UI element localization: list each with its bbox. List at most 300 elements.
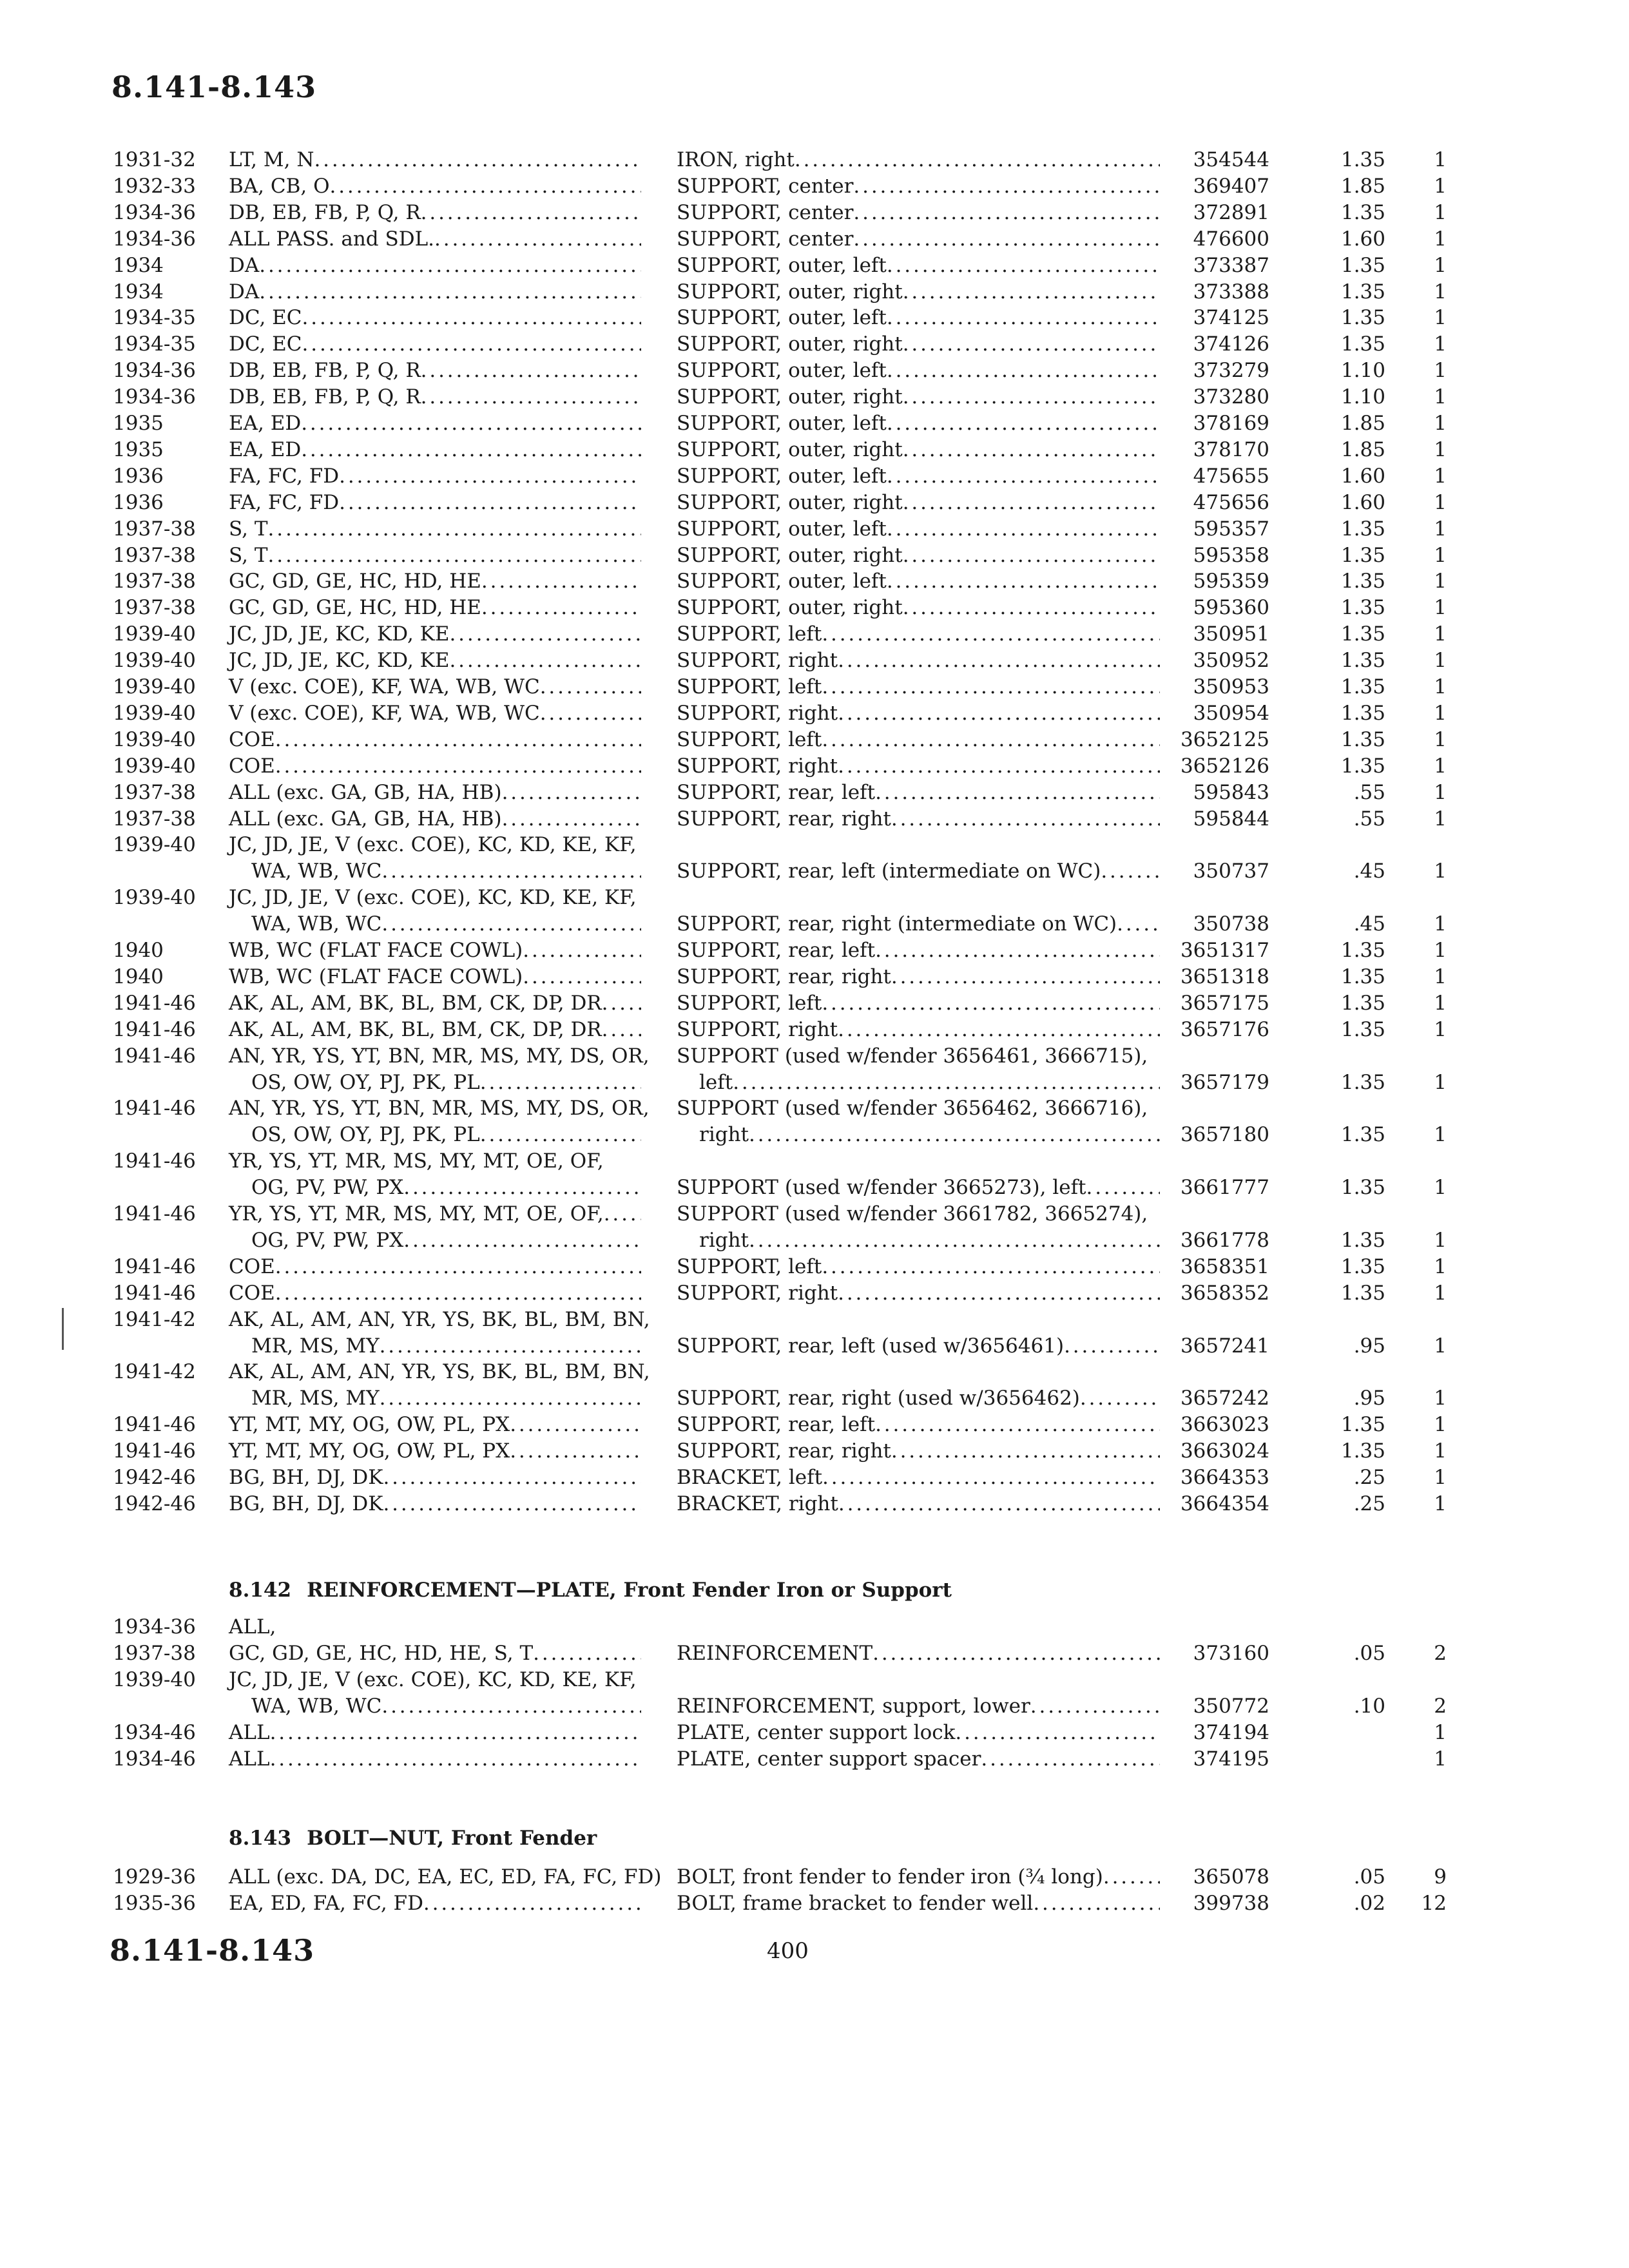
model-codes xyxy=(251,911,641,937)
part-description-text: right xyxy=(699,1228,749,1252)
table-row xyxy=(0,1385,1629,1411)
model-codes xyxy=(229,1254,641,1280)
dot-leader xyxy=(887,568,1160,594)
year-range: 1941-46 xyxy=(113,1281,196,1305)
model-codes-text: COE xyxy=(229,754,275,778)
part-number: 476600 xyxy=(1193,227,1269,251)
part-description-text: SUPPORT, rear, right xyxy=(677,965,891,988)
quantity: 1 xyxy=(1434,306,1447,330)
model-codes-text: V (exc. COE), KF, WA, WB, WC xyxy=(229,701,540,725)
table-row xyxy=(0,1070,1629,1095)
table-row xyxy=(0,1254,1629,1280)
model-codes xyxy=(229,305,641,331)
model-codes-text: DC, EC xyxy=(229,332,302,356)
part-number: 3663023 xyxy=(1180,1413,1269,1437)
part-description-text: SUPPORT, right xyxy=(677,649,838,673)
model-codes xyxy=(229,1746,641,1772)
list-price: 1.35 xyxy=(1340,1281,1385,1305)
list-price: 1.35 xyxy=(1340,280,1385,303)
year-range: 1939-40 xyxy=(113,675,196,698)
model-codes xyxy=(229,1438,641,1464)
table-row xyxy=(0,358,1629,383)
year-range: 1936 xyxy=(113,490,164,514)
quantity: 1 xyxy=(1434,1254,1447,1278)
quantity: 1 xyxy=(1434,1413,1447,1437)
table-row xyxy=(0,1438,1629,1464)
year-range: 1934-36 xyxy=(113,1615,196,1639)
dot-leader xyxy=(380,1385,641,1411)
model-codes-text: MR, MS, MY xyxy=(251,1334,380,1358)
model-codes-text: JC, JD, JE, KC, KD, KE xyxy=(229,622,450,646)
part-number: 3657176 xyxy=(1180,1017,1269,1041)
list-price: .25 xyxy=(1353,1466,1385,1489)
quantity: 1 xyxy=(1434,701,1447,725)
dot-leader xyxy=(838,753,1160,779)
year-range: 1941-42 xyxy=(113,1360,196,1384)
part-description-text: SUPPORT, rear, left xyxy=(677,1413,876,1437)
part-number: 3664353 xyxy=(1180,1466,1269,1489)
part-description xyxy=(677,780,1160,805)
model-codes-text: GC, GD, GE, HC, HD, HE xyxy=(229,570,481,593)
model-codes xyxy=(229,490,641,515)
dot-leader xyxy=(903,331,1160,357)
quantity: 1 xyxy=(1434,807,1447,831)
dot-leader xyxy=(480,1070,641,1095)
list-price: 1.35 xyxy=(1340,649,1385,673)
part-number: 3658351 xyxy=(1180,1254,1269,1278)
dot-leader xyxy=(822,674,1160,700)
list-price: 1.10 xyxy=(1340,385,1385,409)
part-description xyxy=(677,226,1160,252)
part-description-text: SUPPORT, center xyxy=(677,200,854,224)
model-codes-text: WB, WC (FLAT FACE COWL) xyxy=(229,939,523,962)
part-description: SUPPORT (used w/fender 3661782, 3665274), xyxy=(677,1202,1148,1225)
table-row xyxy=(0,1864,1629,1890)
part-description xyxy=(677,858,1160,884)
model-codes-text: ALL (exc. GA, GB, HA, HB) xyxy=(229,807,502,831)
model-codes xyxy=(229,964,641,990)
table-row xyxy=(0,806,1629,832)
quantity: 1 xyxy=(1434,570,1447,593)
year-range: 1929-36 xyxy=(113,1865,196,1888)
year-range: 1940 xyxy=(113,965,164,988)
part-description xyxy=(677,1438,1160,1464)
year-range: 1939-40 xyxy=(113,886,196,910)
dot-leader xyxy=(822,727,1160,753)
part-description xyxy=(677,437,1160,463)
list-price: 1.35 xyxy=(1340,253,1385,277)
part-description xyxy=(677,1640,1160,1666)
year-range: 1934-35 xyxy=(113,306,196,330)
dot-leader xyxy=(604,1201,641,1227)
model-codes xyxy=(229,1201,641,1227)
year-range: 1939-40 xyxy=(113,727,196,751)
part-description xyxy=(677,1017,1160,1043)
model-codes-text: WA, WB, WC xyxy=(251,860,382,883)
model-codes xyxy=(229,780,641,805)
part-number: 3657242 xyxy=(1180,1387,1269,1410)
model-codes xyxy=(251,1227,641,1253)
table-row xyxy=(0,1693,1629,1719)
quantity: 1 xyxy=(1434,727,1447,751)
model-codes-text: S, T xyxy=(229,543,268,567)
list-price: 1.35 xyxy=(1340,1123,1385,1147)
list-price: 1.85 xyxy=(1340,437,1385,461)
part-number: 3664354 xyxy=(1180,1492,1269,1515)
model-codes-text: AN, YR, YS, YT, BN, MR, MS, MY, DS, OR, xyxy=(229,1044,650,1068)
quantity: 1 xyxy=(1434,675,1447,698)
part-description-text: SUPPORT, rear, right (used w/3656462) xyxy=(677,1387,1080,1410)
part-number: 369407 xyxy=(1193,174,1269,198)
table-row xyxy=(0,279,1629,305)
model-codes xyxy=(229,990,641,1016)
list-price: 1.60 xyxy=(1340,227,1385,251)
part-description-text: SUPPORT, center xyxy=(677,227,854,251)
table-row xyxy=(0,1201,1629,1227)
dot-leader xyxy=(480,1122,641,1148)
dot-leader xyxy=(903,437,1160,463)
quantity: 2 xyxy=(1434,1694,1447,1718)
dot-leader xyxy=(903,490,1160,515)
quantity: 1 xyxy=(1434,464,1447,488)
quantity: 1 xyxy=(1434,1387,1447,1410)
part-number: 372891 xyxy=(1193,200,1269,224)
quantity: 1 xyxy=(1434,860,1447,883)
part-description-text: BOLT, frame bracket to fender well xyxy=(677,1891,1034,1915)
dot-leader xyxy=(434,226,641,252)
year-range: 1937-38 xyxy=(113,1641,196,1665)
quantity: 1 xyxy=(1434,437,1447,461)
dot-leader xyxy=(795,147,1160,173)
year-range: 1934-36 xyxy=(113,359,196,383)
year-range: 1937-38 xyxy=(113,543,196,567)
part-number: 365078 xyxy=(1193,1865,1269,1888)
table-row xyxy=(0,147,1629,173)
part-number: 373160 xyxy=(1193,1641,1269,1665)
model-codes xyxy=(251,1333,641,1359)
dot-leader xyxy=(449,648,641,673)
part-description xyxy=(677,1175,1160,1200)
model-codes-text: COE xyxy=(229,727,275,751)
year-range: 1935 xyxy=(113,437,164,461)
part-description xyxy=(677,384,1160,410)
model-codes-text: OS, OW, OY, PJ, PK, PL xyxy=(251,1070,480,1094)
year-range: 1934 xyxy=(113,280,164,303)
dot-leader xyxy=(523,937,641,963)
part-description-text: SUPPORT, center xyxy=(677,174,854,198)
part-number: 3657175 xyxy=(1180,991,1269,1015)
part-description-text: SUPPORT, outer, left xyxy=(677,412,887,435)
list-price: 1.10 xyxy=(1340,359,1385,383)
year-range: 1940 xyxy=(113,939,164,962)
quantity: 1 xyxy=(1434,200,1447,224)
model-codes-text: DB, EB, FB, P, Q, R xyxy=(229,200,421,224)
dot-leader xyxy=(403,1227,641,1253)
dot-leader xyxy=(733,1070,1160,1095)
dot-leader xyxy=(314,147,641,173)
quantity: 1 xyxy=(1434,780,1447,804)
dot-leader xyxy=(270,1720,641,1745)
dot-leader xyxy=(749,1227,1160,1253)
model-codes-text: S, T xyxy=(229,517,268,541)
table-row xyxy=(0,568,1629,594)
year-range: 1939-40 xyxy=(113,701,196,725)
part-description-text: SUPPORT, outer, left xyxy=(677,517,887,541)
quantity: 1 xyxy=(1434,1176,1447,1200)
dot-leader xyxy=(891,1438,1160,1464)
part-description-text: SUPPORT, outer, left xyxy=(677,359,887,383)
table-row xyxy=(0,490,1629,515)
table-row xyxy=(0,964,1629,990)
part-description xyxy=(677,543,1160,568)
quantity: 1 xyxy=(1434,596,1447,620)
part-description-text: SUPPORT, outer, right xyxy=(677,332,903,356)
list-price: 1.35 xyxy=(1340,596,1385,620)
model-codes-text: DA xyxy=(229,253,260,277)
model-codes xyxy=(251,1070,641,1095)
table-row xyxy=(0,753,1629,779)
model-codes xyxy=(229,621,641,647)
part-description xyxy=(677,1746,1160,1772)
dot-leader xyxy=(502,780,641,805)
part-description-text: SUPPORT, outer, left xyxy=(677,464,887,488)
dot-leader xyxy=(838,648,1160,673)
dot-leader xyxy=(533,1640,641,1666)
table-row xyxy=(0,727,1629,753)
model-codes xyxy=(229,1720,641,1745)
dot-leader xyxy=(423,1890,641,1916)
year-range: 1934-36 xyxy=(113,227,196,251)
part-description xyxy=(677,1333,1160,1359)
list-price: 1.35 xyxy=(1340,1439,1385,1463)
model-codes: ALL, xyxy=(229,1615,276,1639)
list-price: 1.35 xyxy=(1340,200,1385,224)
dot-leader xyxy=(481,595,641,620)
model-codes xyxy=(229,147,641,173)
table-row xyxy=(0,437,1629,463)
part-description-text: SUPPORT, outer, right xyxy=(677,280,903,303)
model-codes xyxy=(229,727,641,753)
model-codes xyxy=(229,410,641,436)
dot-leader xyxy=(853,226,1160,252)
part-number: 350951 xyxy=(1193,622,1269,646)
table-row xyxy=(0,1614,1629,1640)
part-number: 475655 xyxy=(1193,464,1269,488)
list-price: .95 xyxy=(1353,1387,1385,1410)
part-number: 373387 xyxy=(1193,253,1269,277)
part-number: 595843 xyxy=(1193,780,1269,804)
model-codes-text: YT, MT, MY, OG, OW, PL, PX xyxy=(229,1413,510,1437)
part-number: 350738 xyxy=(1193,912,1269,936)
dot-leader xyxy=(749,1122,1160,1148)
year-range: 1934-36 xyxy=(113,200,196,224)
dot-leader xyxy=(838,1491,1160,1517)
table-row xyxy=(0,700,1629,726)
part-description xyxy=(677,463,1160,489)
part-number: 374125 xyxy=(1193,306,1269,330)
model-codes-text: FA, FC, FD xyxy=(229,464,340,488)
list-price: 1.35 xyxy=(1340,622,1385,646)
dot-leader xyxy=(887,463,1160,489)
model-codes-text: V (exc. COE), KF, WA, WB, WC xyxy=(229,675,540,698)
year-range: 1939-40 xyxy=(113,754,196,778)
part-number: 373388 xyxy=(1193,280,1269,303)
dot-leader xyxy=(502,806,641,832)
dot-leader xyxy=(887,253,1160,278)
list-price: .10 xyxy=(1353,1694,1385,1718)
model-codes xyxy=(229,806,641,832)
part-description-text: SUPPORT, right xyxy=(677,1017,838,1041)
dot-leader xyxy=(872,1640,1160,1666)
quantity: 1 xyxy=(1434,543,1447,567)
table-row xyxy=(0,1746,1629,1772)
quantity: 1 xyxy=(1434,649,1447,673)
dot-leader xyxy=(523,964,641,990)
dot-leader xyxy=(887,516,1160,542)
quantity: 1 xyxy=(1434,490,1447,514)
part-description-text: SUPPORT, left xyxy=(677,727,822,751)
dot-leader xyxy=(853,200,1160,226)
table-row xyxy=(0,384,1629,410)
table-row xyxy=(0,937,1629,963)
part-description xyxy=(677,1720,1160,1745)
part-description xyxy=(677,305,1160,331)
part-number: 374126 xyxy=(1193,332,1269,356)
dot-leader xyxy=(275,1254,641,1280)
dot-leader xyxy=(275,727,641,753)
list-price: 1.85 xyxy=(1340,174,1385,198)
quantity: 1 xyxy=(1434,253,1447,277)
table-row xyxy=(0,1227,1629,1253)
model-codes-text: GC, GD, GE, HC, HD, HE, S, T xyxy=(229,1641,534,1665)
quantity: 2 xyxy=(1434,1641,1447,1665)
year-range: 1934-36 xyxy=(113,385,196,409)
list-price: .05 xyxy=(1353,1865,1385,1888)
quantity: 1 xyxy=(1434,1334,1447,1358)
part-description xyxy=(677,1491,1160,1517)
dot-leader xyxy=(302,305,641,331)
quantity: 1 xyxy=(1434,227,1447,251)
page-footer-range: 8.141-8.143 xyxy=(110,1933,315,1968)
model-codes-text: YT, MT, MY, OG, OW, PL, PX xyxy=(229,1439,510,1463)
dot-leader xyxy=(421,384,641,410)
year-range: 1936 xyxy=(113,464,164,488)
list-price: .95 xyxy=(1353,1334,1385,1358)
model-codes-text: OG, PV, PW, PX xyxy=(251,1228,404,1252)
part-description xyxy=(677,173,1160,199)
part-description xyxy=(677,1385,1160,1411)
model-codes-text: OS, OW, OY, PJ, PK, PL xyxy=(251,1123,480,1147)
table-row xyxy=(0,1148,1629,1174)
dot-leader xyxy=(301,437,641,463)
part-description xyxy=(677,648,1160,673)
dot-leader xyxy=(421,200,641,226)
part-description xyxy=(699,1122,1160,1148)
model-codes xyxy=(229,226,641,252)
year-range: 1937-38 xyxy=(113,780,196,804)
year-range: 1934-35 xyxy=(113,332,196,356)
list-price: .05 xyxy=(1353,1641,1385,1665)
table-row xyxy=(0,1307,1629,1332)
model-codes xyxy=(229,384,641,410)
quantity: 1 xyxy=(1434,332,1447,356)
model-codes-text: DC, EC xyxy=(229,306,302,330)
model-codes xyxy=(229,1491,641,1517)
part-number: 350737 xyxy=(1193,860,1269,883)
year-range: 1937-38 xyxy=(113,570,196,593)
part-description-text: SUPPORT, right xyxy=(677,1281,838,1305)
quantity: 12 xyxy=(1421,1891,1447,1915)
table-row xyxy=(0,674,1629,700)
part-number: 595360 xyxy=(1193,596,1269,620)
part-description xyxy=(677,1693,1160,1719)
model-codes-text: DB, EB, FB, P, Q, R xyxy=(229,359,421,383)
part-description-text: SUPPORT, left xyxy=(677,622,822,646)
table-row xyxy=(0,410,1629,436)
quantity: 1 xyxy=(1434,912,1447,936)
list-price: 1.35 xyxy=(1340,754,1385,778)
quantity: 1 xyxy=(1434,1070,1447,1094)
part-description-text: SUPPORT, rear, left xyxy=(677,939,876,962)
dot-leader xyxy=(481,568,641,594)
part-description xyxy=(677,516,1160,542)
part-number: 378170 xyxy=(1193,437,1269,461)
quantity: 1 xyxy=(1434,1492,1447,1515)
dot-leader xyxy=(822,621,1160,647)
model-codes xyxy=(229,1017,641,1043)
model-codes-text: ALL xyxy=(229,1720,270,1744)
dot-leader xyxy=(903,595,1160,620)
part-number: 3658352 xyxy=(1180,1281,1269,1305)
part-description xyxy=(677,595,1160,620)
quantity: 1 xyxy=(1434,174,1447,198)
quantity: 1 xyxy=(1434,385,1447,409)
year-range: 1934-46 xyxy=(113,1747,196,1771)
dot-leader xyxy=(383,1465,641,1490)
model-codes: JC, JD, JE, V (exc. COE), KC, KD, KE, KF, xyxy=(229,833,637,857)
part-description-text: SUPPORT, right xyxy=(677,701,838,725)
part-description-text: SUPPORT, outer, right xyxy=(677,437,903,461)
list-price: 1.35 xyxy=(1340,1254,1385,1278)
dot-leader xyxy=(259,279,641,305)
table-row xyxy=(0,780,1629,805)
dot-leader xyxy=(339,490,641,515)
model-codes-text: LT, M, N xyxy=(229,148,314,171)
model-codes-text: EA, ED xyxy=(229,412,302,435)
model-codes xyxy=(229,1280,641,1306)
table-row xyxy=(0,1043,1629,1069)
dot-leader xyxy=(381,911,641,937)
part-number: 374195 xyxy=(1193,1747,1269,1771)
dot-leader xyxy=(421,358,641,383)
quantity: 1 xyxy=(1434,939,1447,962)
dot-leader xyxy=(822,1254,1160,1280)
part-description xyxy=(677,700,1160,726)
dot-leader xyxy=(540,700,641,726)
part-description-text: REINFORCEMENT xyxy=(677,1641,873,1665)
part-number: 378169 xyxy=(1193,412,1269,435)
list-price: 1.35 xyxy=(1340,701,1385,725)
model-codes xyxy=(229,173,641,199)
dot-leader xyxy=(875,1412,1160,1437)
table-row xyxy=(0,858,1629,884)
dot-leader xyxy=(339,463,641,489)
year-range: 1934-46 xyxy=(113,1720,196,1744)
table-row xyxy=(0,253,1629,278)
section-number: 8.143 xyxy=(229,1827,292,1850)
model-codes xyxy=(251,1385,641,1411)
dot-leader xyxy=(268,516,641,542)
